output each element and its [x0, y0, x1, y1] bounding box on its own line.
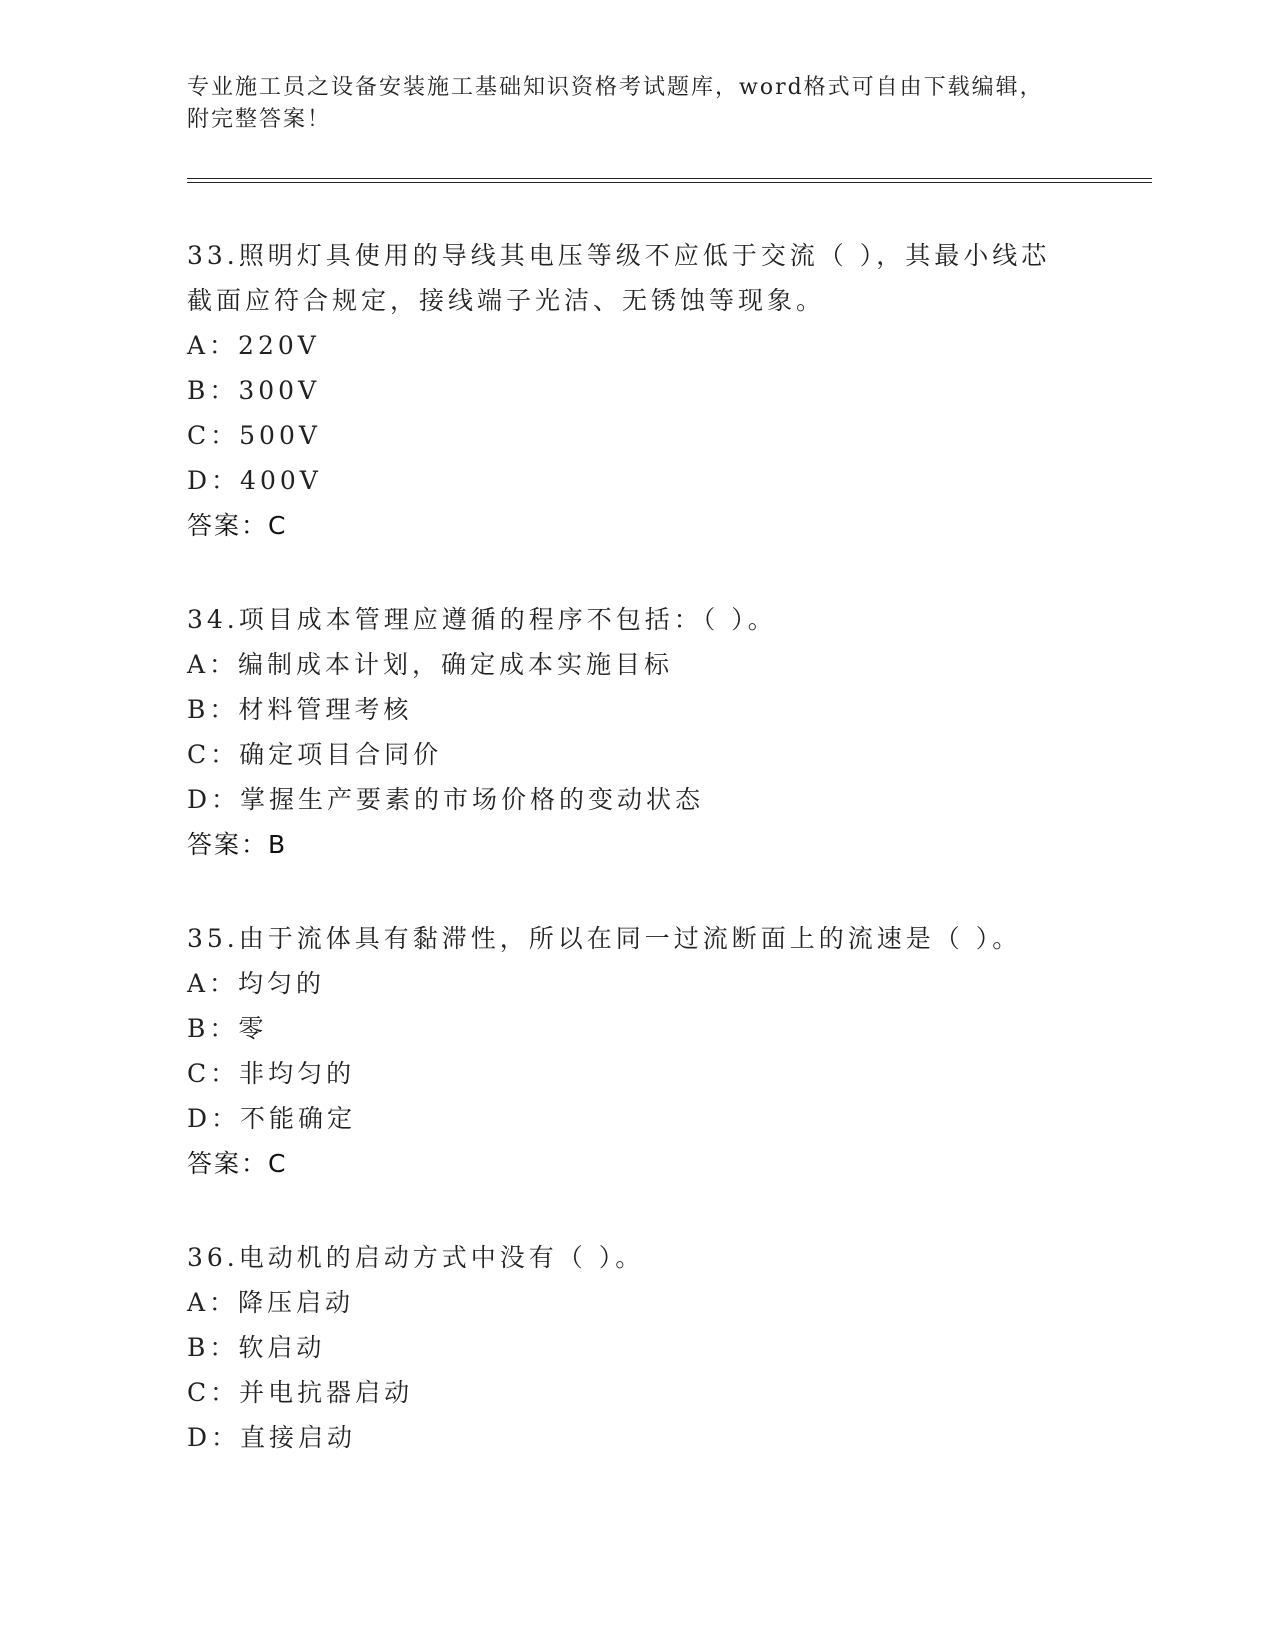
option-c: C：500V — [187, 421, 321, 450]
question-35 — [187, 916, 1117, 1186]
option-c: C：非均匀的 — [187, 1059, 356, 1088]
option-a: A：编制成本计划，确定成本实施目标 — [187, 650, 674, 679]
question-stem-line-2: 截面应符合规定，接线端子光洁、无锈蚀等现象。 — [187, 286, 826, 315]
option-b: B：零 — [187, 1014, 268, 1043]
question-stem-line-1: 33.照明灯具使用的导线其电压等级不应低于交流（ ），其最小线芯 — [187, 241, 1051, 270]
header-line-2: 附完整答案！ — [187, 107, 332, 132]
option-a: A：均匀的 — [187, 969, 326, 998]
question-stem — [187, 233, 1117, 323]
answer: 答案：B — [187, 830, 288, 859]
answer: 答案：C — [187, 1149, 288, 1178]
header-divider-top — [187, 178, 1152, 179]
option-c: C：确定项目合同价 — [187, 740, 443, 769]
option-a: A：220V — [187, 331, 320, 360]
header-divider-bottom — [187, 182, 1152, 183]
question-stem-line-1: 34.项目成本管理应遵循的程序不包括：（ ）。 — [187, 605, 777, 634]
question-stem-line-1: 35.由于流体具有黏滞性，所以在同一过流断面上的流速是（ ）。 — [187, 924, 1022, 953]
option-c: C：并电抗器启动 — [187, 1378, 414, 1407]
option-d: D：400V — [187, 466, 322, 495]
header-line-1: 专业施工员之设备安装施工基础知识资格考试题库，word格式可自由下载编辑， — [187, 75, 1044, 100]
question-34 — [187, 597, 1117, 867]
question-33 — [187, 233, 1117, 548]
question-stem — [187, 1235, 1117, 1280]
option-a: A：降压启动 — [187, 1288, 355, 1317]
option-d: D：掌握生产要素的市场价格的变动状态 — [187, 785, 705, 814]
option-d: D：直接启动 — [187, 1423, 357, 1452]
question-stem — [187, 916, 1117, 961]
question-stem-line-1: 36.电动机的启动方式中没有（ ）。 — [187, 1243, 645, 1272]
option-b: B：材料管理考核 — [187, 695, 413, 724]
question-36 — [187, 1235, 1117, 1460]
document-header — [187, 72, 1087, 136]
question-stem — [187, 597, 1117, 642]
option-d: D：不能确定 — [187, 1104, 357, 1133]
answer: 答案：C — [187, 511, 288, 540]
option-b: B：软启动 — [187, 1333, 326, 1362]
option-b: B：300V — [187, 376, 321, 405]
